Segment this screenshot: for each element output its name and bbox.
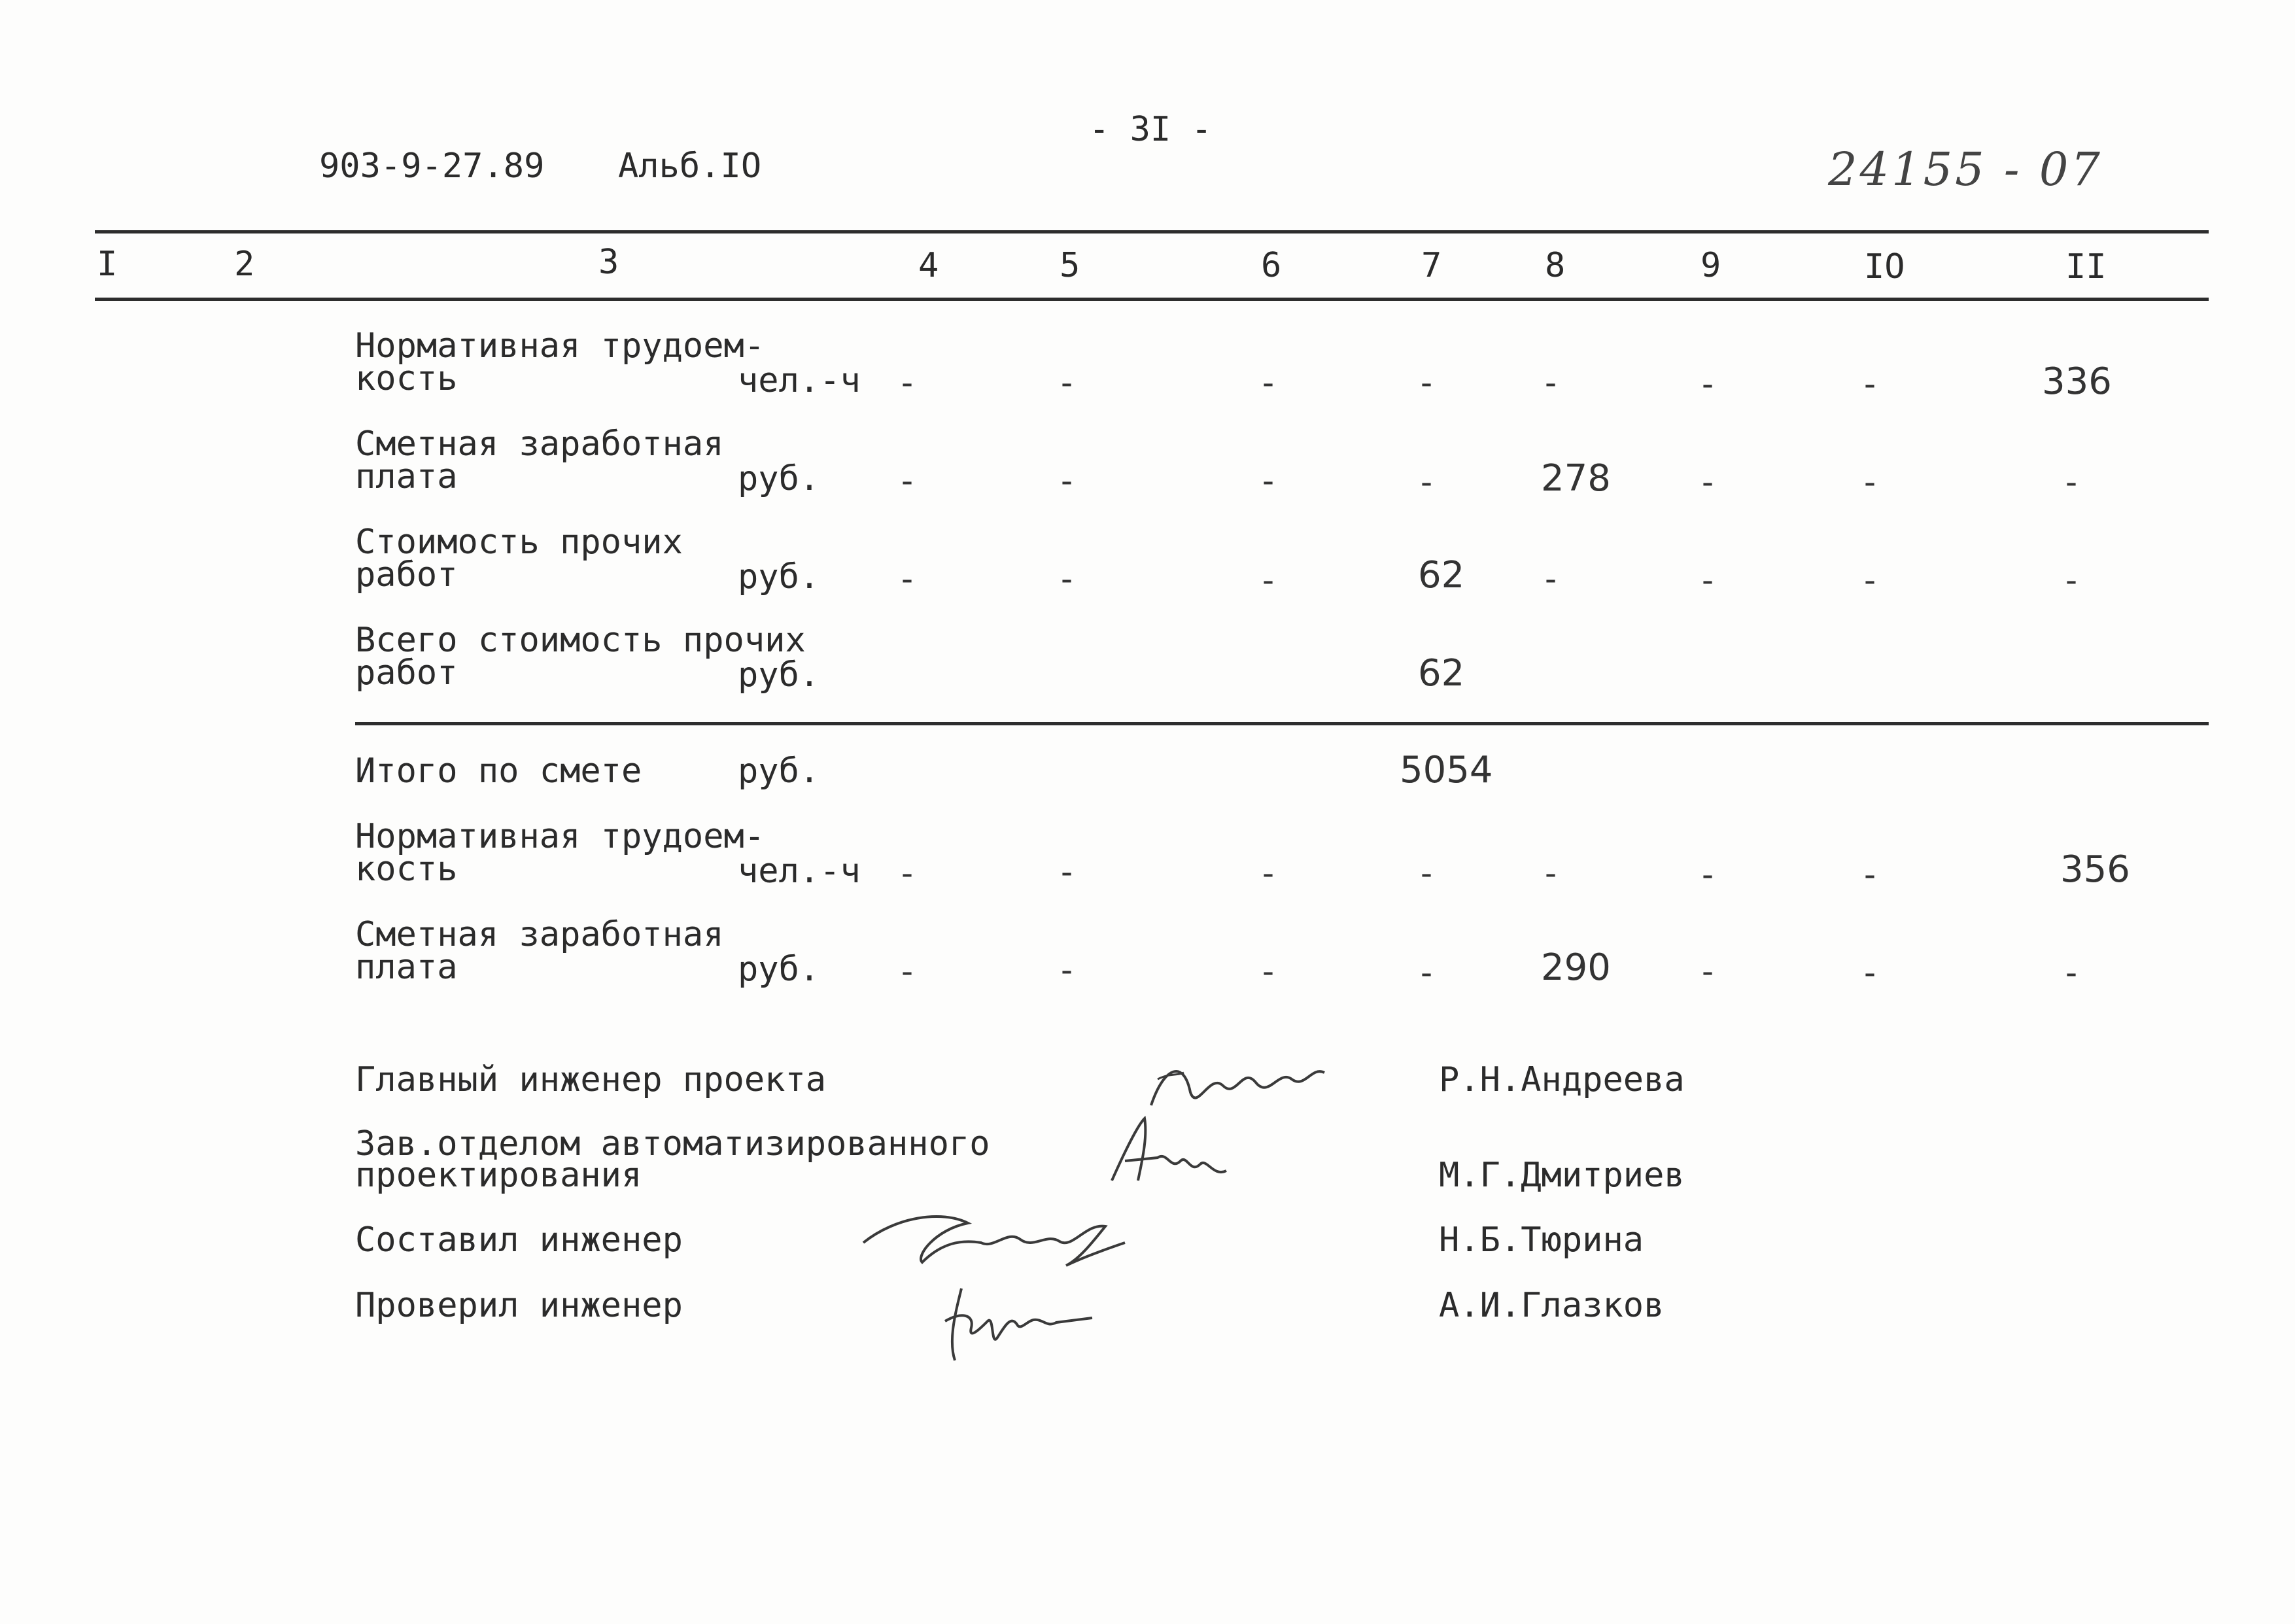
cell-col10: - (1864, 463, 1876, 501)
table-top-rule (95, 230, 2209, 233)
cell-col4: - (901, 560, 914, 598)
signatory-name: М.Г.Дмитриев (1439, 1156, 1685, 1195)
cell-col9: - (1702, 561, 1714, 599)
cell-col8: 290 (1541, 946, 1611, 989)
row-unit: руб. (738, 557, 820, 596)
inventory-number: 24155 - 07 (1828, 143, 2103, 196)
cell-col10: - (1864, 954, 1876, 992)
row-label-line1: Нормативная трудоем- (355, 817, 765, 856)
signatory-title: Главный инженер проекта (355, 1060, 827, 1099)
cell-col8: - (1545, 560, 1557, 598)
column-header: 5 (1060, 246, 1080, 285)
row-unit: руб. (738, 459, 820, 498)
cell-col9: - (1702, 952, 1714, 990)
cell-col11: 356 (2060, 848, 2130, 891)
cell-col7: 62 (1418, 554, 1465, 596)
cell-col8: - (1545, 364, 1557, 402)
signature-dmitriev (1105, 1112, 1236, 1190)
signatory-name: Р.Н.Андреева (1439, 1060, 1685, 1099)
cell-col8: 278 (1541, 457, 1611, 500)
row-label-line2: плата (355, 457, 458, 496)
cell-col5: - (1061, 462, 1073, 500)
row-label-line1: Нормативная трудоем- (355, 326, 765, 366)
cell-col4: - (901, 462, 914, 500)
cell-col5: - (1061, 364, 1073, 402)
row-label-line2: работ (355, 555, 458, 595)
column-header: IO (1864, 247, 1905, 286)
cell-col4: - (901, 952, 914, 990)
cell-col4: - (901, 364, 914, 402)
signature-tyurina (857, 1203, 1131, 1275)
cell-col5: - (1061, 853, 1073, 891)
column-header: 3 (598, 243, 619, 282)
column-header: 2 (234, 245, 255, 284)
signatory-name: А.И.Глазков (1439, 1286, 1665, 1325)
table-header-rule (95, 298, 2209, 301)
column-header: 4 (918, 246, 939, 285)
row-label-line2: плата (355, 948, 458, 987)
cell-col7: 62 (1418, 652, 1465, 695)
column-header: 9 (1700, 246, 1721, 285)
cell-col6: - (1262, 854, 1275, 892)
row-label-line2: работ (355, 653, 458, 693)
cell-col5: - (1061, 560, 1073, 598)
cell-col6: - (1262, 462, 1275, 500)
cell-col9: - (1702, 855, 1714, 893)
cell-col7: - (1421, 463, 1433, 501)
document-code: 903-9-27.89 (319, 147, 545, 186)
signatory-title: Составил инженер (355, 1220, 683, 1260)
row-label-line1: Сметная заработная (355, 915, 724, 954)
signatory-title-line2: проектирования (355, 1156, 642, 1195)
cell-col9: - (1702, 463, 1714, 501)
cell-col7: - (1421, 364, 1433, 402)
total-value: 5054 (1400, 749, 1493, 791)
cell-col11: - (2065, 561, 2078, 599)
cell-col6: - (1262, 364, 1275, 402)
cell-col6: - (1262, 952, 1275, 990)
signatory-name: Н.Б.Тюрина (1439, 1220, 1644, 1260)
cell-col10: - (1864, 561, 1876, 599)
row-unit: руб. (738, 655, 820, 695)
row-label-line2: кость (355, 359, 458, 398)
column-header: 7 (1421, 246, 1442, 285)
total-label: Итого по смете (355, 752, 642, 791)
cell-col11: - (2065, 463, 2078, 501)
cell-col4: - (901, 854, 914, 892)
cell-col8: - (1545, 854, 1557, 892)
row-label-line1: Сметная заработная (355, 424, 724, 464)
cell-col11: 336 (2042, 360, 2112, 403)
page-number: - 3I - (1089, 110, 1212, 149)
row-unit: чел.-ч (738, 852, 861, 891)
column-header: I (97, 245, 118, 284)
signatory-title: Проверил инженер (355, 1286, 683, 1325)
row-label-line1: Стоимость прочих (355, 523, 683, 562)
signatory-title: Зав.отделом автоматизированного (355, 1124, 990, 1164)
cell-col9: - (1702, 365, 1714, 403)
cell-col10: - (1864, 365, 1876, 403)
cell-col6: - (1262, 561, 1275, 599)
cell-col7: - (1421, 954, 1433, 992)
cell-col7: - (1421, 854, 1433, 892)
row-unit: чел.-ч (738, 361, 861, 400)
row-label-line2: кость (355, 850, 458, 889)
cell-col5: - (1061, 951, 1073, 989)
total-separator-rule (355, 722, 2209, 725)
cell-col11: - (2065, 954, 2078, 992)
signature-glazkov (935, 1275, 1105, 1367)
row-unit: руб. (738, 950, 820, 989)
column-header: II (2065, 247, 2107, 286)
column-header: 6 (1261, 246, 1282, 285)
cell-col10: - (1864, 855, 1876, 893)
column-header: 8 (1545, 246, 1566, 285)
album-number: Альб.IO (618, 147, 762, 186)
row-unit: руб. (738, 752, 820, 791)
row-label-line1: Всего стоимость прочих (355, 621, 806, 660)
